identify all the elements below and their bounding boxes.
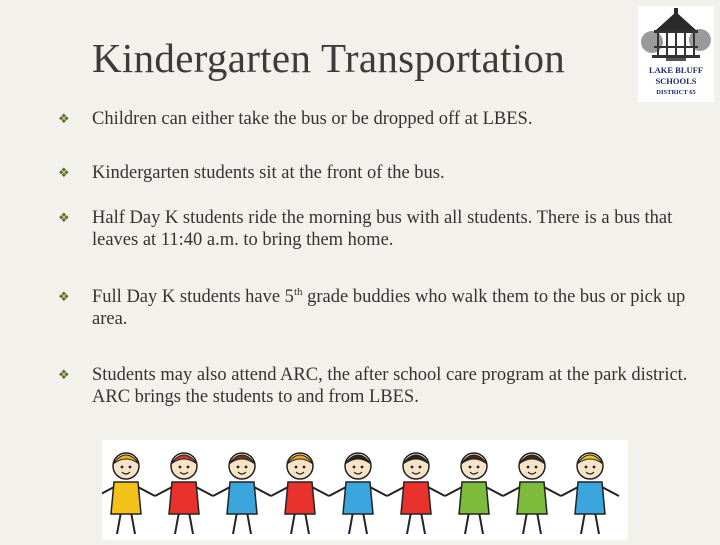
bullet-text: Half Day K students ride the morning bus with all students. There is a bus that leaves at 11:40 a.m. to bring them home. xyxy=(92,208,673,250)
school-logo xyxy=(638,6,714,102)
logo-text-line2: SCHOOLS xyxy=(655,76,697,86)
bullet-icon: ❖ xyxy=(58,289,70,304)
bullet-text: Kindergarten students sit at the front of the bus. xyxy=(92,163,445,183)
bullet-text: Students may also attend ARC, the after school care program at the park district. ARC brings the students to and from LBES. xyxy=(92,365,688,407)
gazebo-icon xyxy=(638,6,714,66)
children-clipart xyxy=(102,440,628,540)
bullet-text xyxy=(92,286,708,330)
bullet-text-part: Full Day K students have 5 xyxy=(92,287,294,307)
bullet-icon: ❖ xyxy=(58,111,70,126)
children-holding-hands-icon xyxy=(102,440,628,540)
bullet-icon: ❖ xyxy=(58,165,70,180)
bullet-text-part: grade buddies who walk them to the bus or pick up area. xyxy=(92,287,686,329)
bullet-icon: ❖ xyxy=(58,210,70,225)
slide-title: Kindergarten Transportation xyxy=(92,35,566,81)
logo-text-line3: DISTRICT 65 xyxy=(656,89,696,96)
bullet-icon: ❖ xyxy=(58,367,70,382)
bullet-text: Children can either take the bus or be dropped off at LBES. xyxy=(92,109,533,129)
logo-text-line1: LAKE BLUFF xyxy=(648,65,704,75)
ordinal-suffix: th xyxy=(293,286,303,298)
